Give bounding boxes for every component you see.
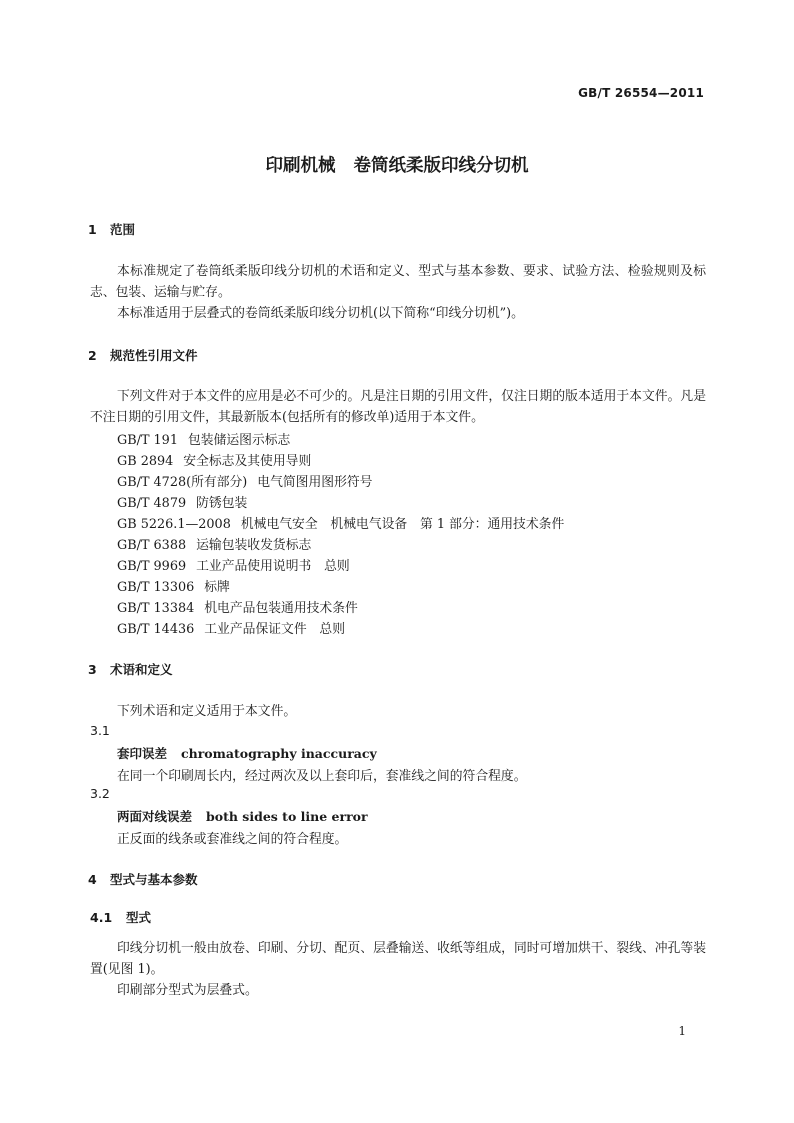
section-4-paragraph-1: 印线分切机一般由放卷、印刷、分切、配页、层叠输送、收纸等组成，同时可增加烘干、裂线、冲孔等装置(见图 1)。 xyxy=(90,941,706,977)
page-number: 1 xyxy=(678,1024,686,1038)
section-3-heading xyxy=(88,660,173,678)
section-title: 规范性引用文件 xyxy=(110,348,198,363)
section-4-paragraph-2: 印刷部分型式为层叠式。 xyxy=(117,983,258,998)
title-part-1: 印刷机械 xyxy=(265,156,336,176)
reference-item xyxy=(117,597,358,616)
term-zh: 套印误差 xyxy=(117,746,168,761)
term-number: 3.2 xyxy=(90,786,110,801)
reference-title: 工业产品保证文件 总则 xyxy=(204,622,346,637)
term-definition: 正反面的线条或套准线之间的符合程度。 xyxy=(117,832,348,847)
section-1-heading xyxy=(88,220,135,238)
term-definition: 在同一个印刷周长内，经过两次及以上套印后，套准线之间的符合程度。 xyxy=(117,769,527,784)
reference-title: 运输包装收发货标志 xyxy=(196,538,312,553)
reference-item xyxy=(117,534,311,553)
reference-code: GB/T 4728(所有部分) xyxy=(117,475,248,490)
section-number: 2 xyxy=(88,348,97,363)
reference-title: 机械电气安全 机械电气设备 第 1 部分：通用技术条件 xyxy=(240,517,565,532)
reference-item xyxy=(117,492,247,511)
term-zh: 两面对线误差 xyxy=(117,809,193,824)
reference-title: 机电产品包装通用技术条件 xyxy=(204,601,358,616)
section-1-paragraph-1: 本标准规定了卷筒纸柔版印线分切机的术语和定义、型式与基本参数、要求、试验方法、检验规则及标志、包装、运输与贮存。 xyxy=(90,264,706,300)
section-title: 型式与基本参数 xyxy=(110,872,198,887)
reference-title: 防锈包装 xyxy=(196,496,248,511)
reference-code: GB/T 9969 xyxy=(117,559,187,574)
term-en: chromatography inaccuracy xyxy=(181,746,377,761)
reference-code: GB 2894 xyxy=(117,454,174,469)
reference-item xyxy=(117,471,372,490)
reference-item xyxy=(117,618,345,637)
section-number: 1 xyxy=(88,222,97,237)
reference-code: GB/T 13384 xyxy=(117,601,195,616)
subsection-number: 4.1 xyxy=(90,910,113,925)
reference-item xyxy=(117,555,350,574)
reference-code: GB/T 191 xyxy=(117,433,178,448)
section-title: 范围 xyxy=(110,222,136,237)
section-number: 4 xyxy=(88,872,97,887)
reference-title: 安全标志及其使用导则 xyxy=(183,454,312,469)
section-2-paragraph-1: 下列文件对于本文件的应用是必不可少的。凡是注日期的引用文件，仅注日期的版本适用于本文件。凡是不注日期的引用文件，其最新版本(包括所有的修改单)适用于本文件。 xyxy=(90,389,706,425)
reference-title: 工业产品使用说明书 总则 xyxy=(196,559,350,574)
title-part-2: 卷筒纸柔版印线分切机 xyxy=(353,156,529,176)
reference-item xyxy=(117,513,564,532)
section-title: 术语和定义 xyxy=(110,662,173,677)
reference-title: 包装储运图示标志 xyxy=(187,433,291,448)
term-entry xyxy=(117,744,377,762)
section-number: 3 xyxy=(88,662,97,677)
standard-code: GB/T 26554—2011 xyxy=(578,86,704,100)
term-number: 3.1 xyxy=(90,723,110,738)
reference-code: GB/T 13306 xyxy=(117,580,195,595)
reference-item xyxy=(117,429,290,448)
section-3-paragraph-1: 下列术语和定义适用于本文件。 xyxy=(117,704,297,719)
term-entry xyxy=(117,807,368,825)
subsection-title: 型式 xyxy=(126,910,152,925)
section-1-paragraph-2: 本标准适用于层叠式的卷筒纸柔版印线分切机(以下简称“印线分切机”)。 xyxy=(117,306,524,321)
reference-code: GB 5226.1—2008 xyxy=(117,517,231,532)
reference-code: GB/T 6388 xyxy=(117,538,187,553)
reference-item xyxy=(117,450,311,469)
subsection-4-1-heading xyxy=(90,908,151,926)
document-title xyxy=(0,152,794,177)
section-2-heading xyxy=(88,346,198,364)
reference-item xyxy=(117,576,230,595)
term-en: both sides to line error xyxy=(206,809,368,824)
reference-title: 标牌 xyxy=(204,580,230,595)
reference-title: 电气简图用图形符号 xyxy=(257,475,373,490)
section-4-heading xyxy=(88,870,198,888)
reference-code: GB/T 4879 xyxy=(117,496,187,511)
reference-code: GB/T 14436 xyxy=(117,622,195,637)
